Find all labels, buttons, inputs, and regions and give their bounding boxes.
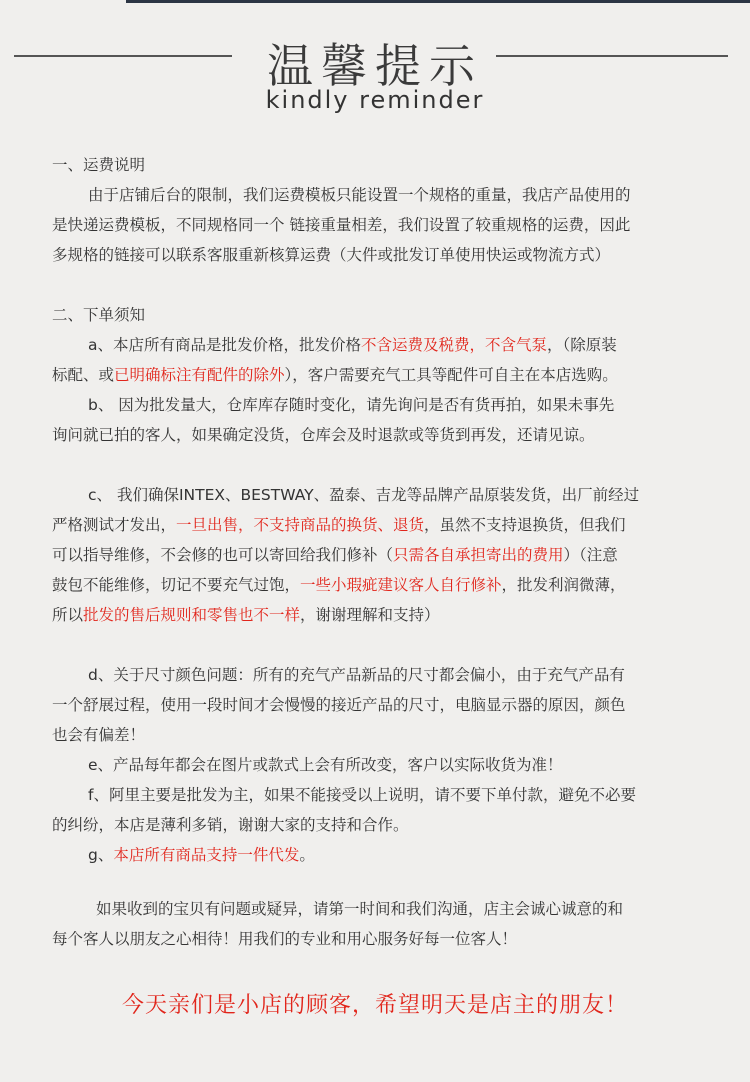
item-c-line2 (52, 510, 697, 540)
item-a-highlight: 已明确标注有配件的除外 (114, 366, 285, 384)
item-d-line2: 一个舒展过程，使用一段时间才会慢慢的接近产品的尺寸，电脑显示器的原因，颜色 (52, 696, 626, 714)
item-g-highlight: 本店所有商品支持一件代发 (113, 846, 300, 864)
item-a-line2 (52, 360, 697, 390)
spacer (52, 450, 697, 480)
item-c-line1: c、 我们确保INTEX、BESTWAY、盈泰、吉龙等品牌产品原装发货，出厂前经过 (88, 486, 640, 504)
item-a-highlight: 不含运费及税费，不含气泵 (361, 336, 548, 354)
item-c-highlight: 一些小瑕疵建议客人自行修补 (300, 576, 502, 594)
item-d-line1: d、关于尺寸颜色问题：所有的充气产品新品的尺寸都会偏小，由于充气产品有 (88, 666, 625, 684)
item-c-highlight: 只需各自承担寄出的费用 (393, 546, 564, 564)
item-a-text: 标配、或 (52, 366, 115, 384)
section1-line: 是快递运费模板，不同规格同一个 链接重量相差，我们设置了较重规格的运费，因此 (52, 216, 631, 234)
item-c-line3 (52, 540, 697, 570)
item-c-text: ，虽然不支持退换货，但我们 (424, 516, 626, 534)
section1-line: 多规格的链接可以联系客服重新核算运费（大件或批发订单使用快运或物流方式） (52, 246, 611, 264)
item-c-line5 (52, 600, 697, 630)
item-c-text: 鼓包不能维修，切记不要充气过饱， (52, 576, 301, 594)
section1-line: 由于店铺后台的限制，我们运费模板只能设置一个规格的重量，我店产品使用的 (88, 186, 631, 204)
item-c-text: ）（注意 (563, 546, 618, 564)
closing-slogan: 今天亲们是小店的顾客，希望明天是店主的朋友！ (121, 993, 628, 1018)
item-g-text: 。 (299, 846, 315, 864)
title-divider-right (496, 55, 728, 57)
item-c-text: 所以 (52, 606, 84, 624)
page-subtitle: kindly reminder (265, 86, 485, 114)
item-c-text: 可以指导维修，不会修的也可以寄回给我们修补（ (52, 546, 394, 564)
item-c-text: ，谢谢理解和支持） (300, 606, 440, 624)
section1-heading: 一、运费说明 (52, 156, 146, 174)
contact-line2: 每个客人以朋友之心相待！用我们的专业和用心服务好每一位客人！ (52, 930, 518, 948)
item-c-highlight: 一旦出售，不支持商品的换货、退货 (176, 516, 425, 534)
item-c-highlight: 批发的售后规则和零售也不一样 (83, 606, 301, 624)
item-c-text: 严格测试才发出， (52, 516, 177, 534)
item-a-text: ，（除原装 (547, 336, 617, 354)
notice-body (52, 150, 697, 954)
item-d-line3: 也会有偏差！ (52, 726, 146, 744)
section2-heading: 二、下单须知 (52, 306, 146, 324)
item-g (52, 840, 697, 870)
item-a-text: ），客户需要充气工具等配件可自主在本店选购。 (284, 366, 618, 384)
item-a-line1 (52, 330, 697, 360)
item-b-line1: b、 因为批发量大，仓库库存随时变化，请先询问是否有货再拍，如果未事先 (88, 396, 615, 414)
item-b-line2: 询问就已拍的客人，如果确定没货，仓库会及时退款或等货到再发，还请见谅。 (52, 426, 595, 444)
spacer (52, 270, 697, 300)
spacer (52, 630, 697, 660)
spacer (52, 870, 697, 894)
header (0, 0, 750, 130)
item-g-text: g、 (88, 846, 114, 864)
page-title: 温馨提示 (267, 39, 483, 93)
item-e: e、产品每年都会在图片或款式上会有所改变，客户以实际收货为准！ (88, 756, 563, 774)
contact-line1: 如果收到的宝贝有问题或疑异，请第一时间和我们沟通，店主会诚心诚意的和 (96, 900, 624, 918)
item-f-line1: f、阿里主要是批发为主，如果不能接受以上说明，请不要下单付款，避免不必要 (88, 786, 636, 804)
item-a-text: a、本店所有商品是批发价格，批发价格 (88, 336, 361, 354)
item-c-text: ，批发利润微薄， (501, 576, 626, 594)
item-f-line2: 的纠纷，本店是薄利多销，谢谢大家的支持和合作。 (52, 816, 409, 834)
item-c-line4 (52, 570, 697, 600)
